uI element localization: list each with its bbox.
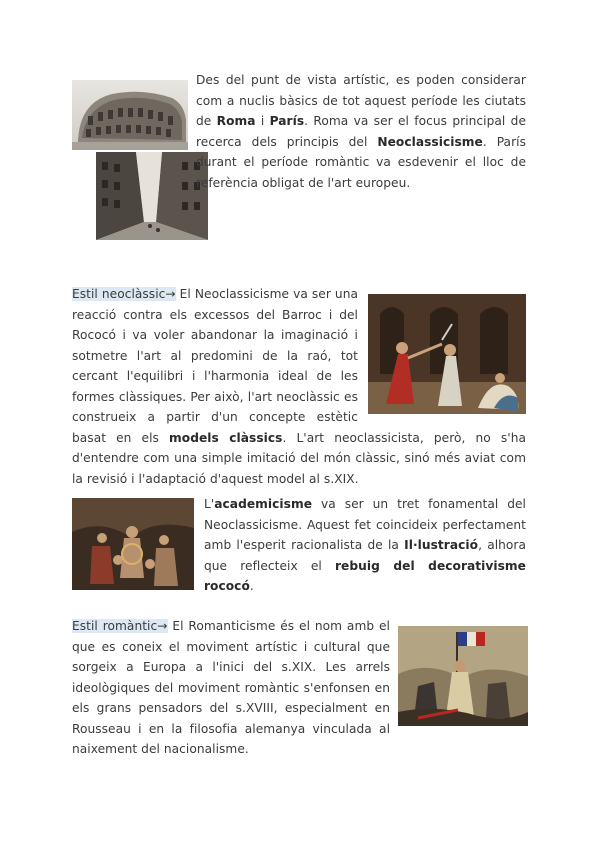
text: . [249,579,254,593]
text: El Romanticisme és el nom amb el que es coneix el moviment artístic i cultural que sorgeix a Europa a l'inici del s.XIX. Les arrels ideològiques del moviment romàntic s'enfonsen en els grans pensadors del s.XVIII, especialment en Rousseau i en la filosofia alemanya vinculada al naixement del nacionalisme. [72,619,390,756]
bold-models-classics: models clàssics [169,430,283,445]
leonidas-painting [72,498,194,590]
style-label-neoclassic: Estil neoclàssic→ [72,287,176,301]
text: . Roma va ser el focus principal de recerca dels principis del [196,114,526,149]
paragraph-cities [196,70,526,193]
bold-paris: París [269,114,305,128]
text: . L'art neoclassicista, però, no s'ha d'entendre com una simple imitació del món clàssic, sinó més aviat com la revisió i l'adaptació d'aquest model al s.XIX. [72,430,526,486]
paragraph-academicisme [204,494,526,597]
text: El Neoclassicisme va ser una reacció contra els excessos del Barroc i del Rococó i va voler abandonar la imaginació i sotmetre l'art al predomini de la raó, tot cercant l'equilibri i l'harmonia ideal de les formes clàssiques. Per això, l'art neoclàssic es construeix a partir d'un concepte estètic basat en els [72,287,358,445]
oath-of-horatii-painting [368,294,526,414]
bold-illustracio: Il·lustració [404,538,479,552]
text: va ser un tret fonamental del Neoclassicisme. Aquest fet coincideix perfectament amb l'esperit racionalista de la [204,497,526,552]
paragraph-romantic [72,616,390,760]
bold-rebuig: rebuig del decorativisme rococó [204,558,526,593]
style-label-romantic: Estil romàntic→ [72,619,168,633]
text: Des del punt de vista artístic, es poden considerar com a nuclis bàsics de tot aquest període les ciutats de [196,73,526,128]
bold-neoclassicisme: Neoclassicisme [377,134,483,149]
text: L' [204,497,215,511]
text: i [255,114,270,128]
bold-academicisme: academicisme [214,497,313,511]
text: , alhora que reflecteix el [204,538,527,573]
colosseum-photo [72,80,188,150]
text: . París durant el període romàntic va esdevenir el lloc de referència obligat de l'art europeu. [196,134,526,190]
liberty-leading-painting [398,626,528,726]
paragraph-neoclassic [72,284,526,489]
bold-roma: Roma [216,114,256,128]
paris-street-photo [96,152,208,240]
